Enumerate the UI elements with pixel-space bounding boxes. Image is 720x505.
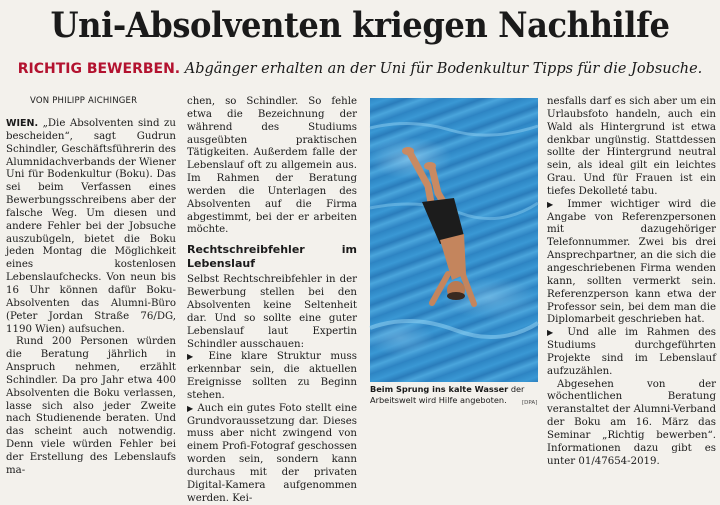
- bullet-icon: ▶: [187, 352, 200, 362]
- bullet-icon: ▶: [547, 328, 559, 338]
- subheading: Rechtschreibfehler im Lebenslauf: [187, 243, 357, 271]
- caption-bold: Beim Sprung ins kalte Wasser: [370, 384, 509, 394]
- paragraph: Selbst Rechtschreibfehler in der Bewerbung stellen bei den Absolventen keine Seltenheit dar. Und so sollte eine guter Lebenslauf laut Expertin Schindler ausschauen:: [187, 274, 357, 350]
- headline: Uni-Absolventen kriegen Nachhilfe: [50, 5, 670, 46]
- article-column-1: [6, 118, 176, 478]
- bullet-item: [547, 327, 716, 378]
- paragraph-text: „Die Absolventen sind zu bescheiden“, sagt Gudrun Schindler, Geschäftsführerin des Alumnidachverbands der Wiener Uni für Bodenkultur (Boku). Das sei beim Verfassen eines Bewerbungsschreibens aber der falsche Weg. Um diesen und andere Fehler bei der Jobsuche auszubügeln, bietet die Boku jeden Montag die Möglichkeit eines kostenlosen Lebenslaufchecks. Von neun bis 16 Uhr können dafür Boku-Absolventen das Alumni-Büro (Peter Jordan Straße 76/DG, 1190 Wien) aufsuchen.: [6, 118, 177, 335]
- bullet-text: Eine klare Struktur muss erkennbar sein, die aktuellen Ereignisse sollten zu Beginn stehen.: [187, 351, 357, 401]
- paragraph: [6, 118, 176, 336]
- bullet-icon: ▶: [547, 199, 559, 209]
- paragraph: nesfalls darf es sich aber um ein Urlaubsfoto handeln, auch ein Wald als Hintergrund ist etwa denkbar ungünstig. Stattdessen sollte der Hintergrund neutral sein, als ideal gilt ein leichtes Grau. Und für Frauen ist ein tiefes Dekolleté tabu.: [547, 96, 716, 197]
- photo-credit: [DPA]: [522, 400, 538, 406]
- author-byline: VON PHILIPP AICHINGER: [30, 96, 138, 106]
- kicker: RICHTIG BEWERBEN.: [17, 61, 181, 77]
- bullet-text: Auch ein gutes Foto stellt eine Grundvoraussetzung dar. Dieses muss aber nicht zwingend von einem Profi-Fotograf geschossen worden sein, sondern kann durchaus mit der privaten Digital-Kamera aufgenommen werden. Kei-: [187, 402, 357, 504]
- article-column-2: [187, 96, 357, 505]
- paragraph: Abgesehen von der wöchentlichen Beratung veranstaltet der Alumni-Verband der Boku am 16. März das Seminar „Richtig bewerben“. Informationen dazu gibt es unter 01/47654-2019.: [547, 378, 716, 467]
- bullet-item: [547, 199, 716, 327]
- bullet-icon: ▶: [187, 403, 194, 413]
- article-column-4: [547, 96, 716, 468]
- deck: Abgänger erhalten an der Uni für Bodenkultur Tipps für die Jobsuche.: [184, 61, 703, 77]
- bullet-item: [187, 403, 357, 505]
- paragraph: Rund 200 Personen würden die Beratung jährlich in Anspruch nehmen, erzählt Schindler. Da pro Jahr etwa 400 Absolventen die Boku verlassen, lasse sich also jeder Zweite nach Studienende beraten. Und das scheint auch notwendig. Denn viele würden Fehler bei der Erstellung des Lebenslaufs ma-: [6, 336, 176, 476]
- photo-caption: [370, 384, 538, 406]
- bullet-text: Und alle im Rahmen des Studiums durchgeführten Projekte sind im Lebenslauf aufzuzählen.: [547, 327, 716, 377]
- diver-illustration: [370, 98, 538, 382]
- caption-text: der Arbeitswelt wird Hilfe angeboten.: [370, 384, 525, 405]
- dateline: WIEN.: [6, 118, 39, 129]
- bullet-text: Immer wichtiger wird die Angabe von Referenzpersonen mit dazugehöriger Telefonnummer. Zwei bis drei Ansprechpartner, an die sich die angeschriebenen Firma wenden kann, sollten vermerkt sein. Referenzperson kann etwa der Professor sein, bei dem man die Diplomarbeit geschrieben hat.: [547, 198, 716, 326]
- diver-photo: [370, 98, 538, 382]
- bullet-item: [187, 351, 357, 402]
- subline: [0, 58, 720, 80]
- paragraph: chen, so Schindler. So fehle etwa die Bezeichnung der während des Studiums ausgeübten praktischen Tätigkeiten. Außerdem falle der Lebenslauf oft zu allgemein aus. Im Rahmen der Beratung werden die Unterlagen des Absolventen auf die Firma abgestimmt, bei der er arbeiten möchte.: [187, 96, 357, 236]
